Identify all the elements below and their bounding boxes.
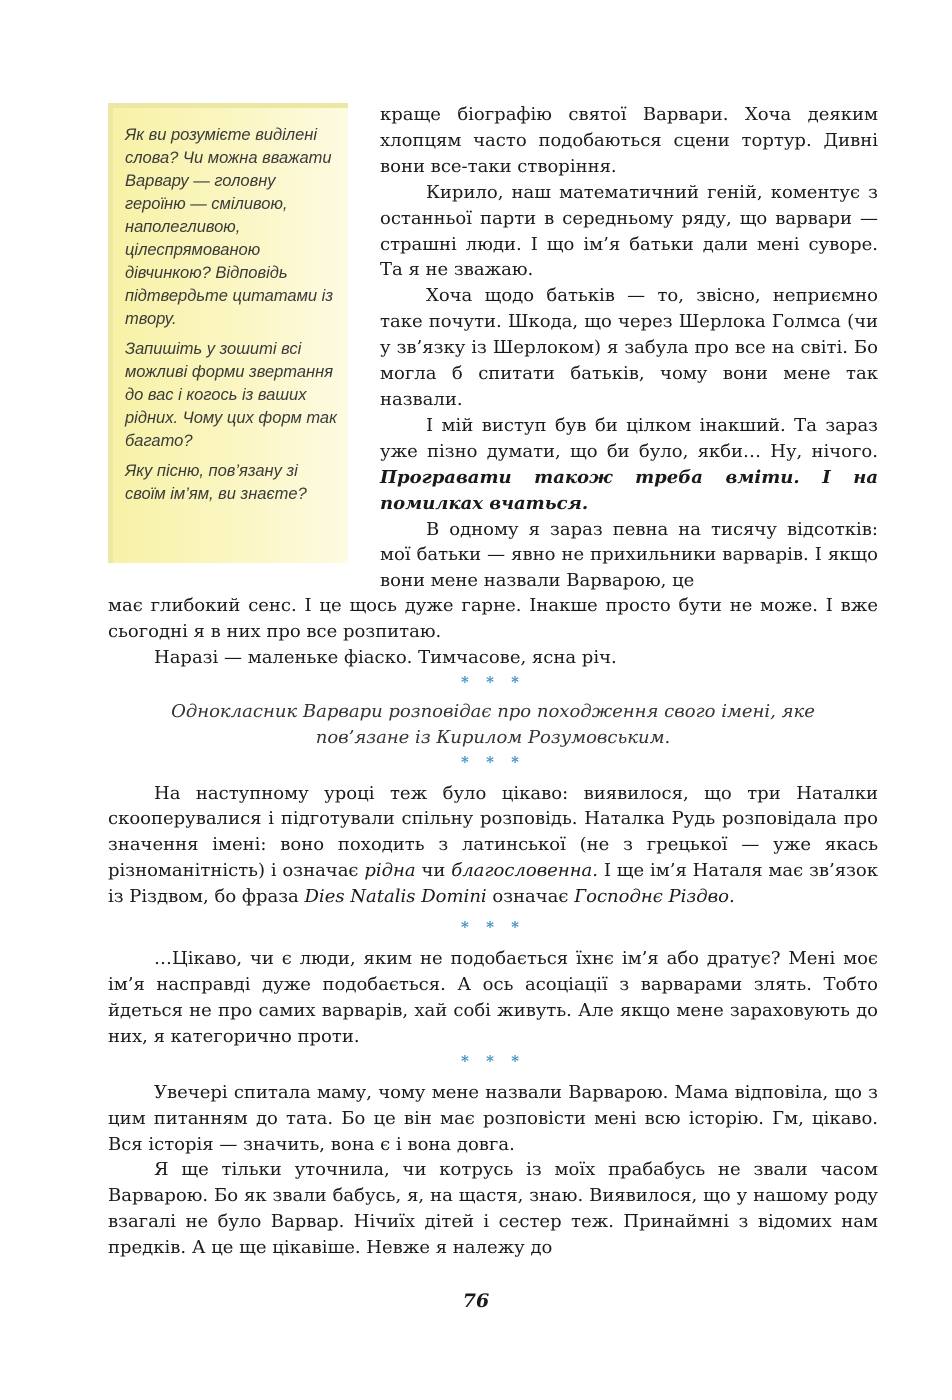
italic-note: Однокласник Варвари розповідає про походження свого імені, яке пов’язане із Кирилом Розумовським. xyxy=(171,700,815,748)
section-separator: * * * xyxy=(461,752,525,771)
paragraph-text: І мій виступ був би цілком інакший. Та зараз уже пізно думати, що би було, якби… Ну, нічого. xyxy=(380,414,878,462)
narrow-text-column xyxy=(380,102,878,594)
paragraph: Кирило, наш математичний геній, коментує з останньої парти в середньому ряду, що варвари — страшні люди. І що ім’я батьки дали мені суворе. Та я не зважаю. xyxy=(380,181,878,281)
latin-phrase: Dies Natalis Domini xyxy=(304,886,487,908)
italic-word: Господнє Різдво. xyxy=(574,886,735,908)
paragraph: краще біографію святої Варвари. Хоча деяким хлопцям часто подобаються сцени тортур. Дивні вони все-таки створіння. xyxy=(380,104,878,177)
paragraph: …Цікаво, чи є люди, яким не подобається їхнє ім’я або дратує? Мені моє ім’я насправді дуже подобається. А ось асоціації з варварами злять. Тобто йдеться не про самих варварів, хай собі живуть. Але якщо мене зараховують до них, я категорично проти. xyxy=(108,948,878,1047)
highlighted-words: Програвати також треба вміти. І на помилках вчаться. xyxy=(380,466,878,514)
italic-word: благословенна. xyxy=(451,860,599,882)
paragraph xyxy=(108,781,878,911)
sidebar-question-2: Запишіть у зошиті всі можливі форми звертання до вас і когось із ваших рідних. Чому цих форм так багато? xyxy=(125,340,337,450)
page-number: 76 xyxy=(462,1290,490,1312)
section-separator: * * * xyxy=(461,918,525,937)
section-separator: * * * xyxy=(461,1051,525,1070)
sidebar-question-3: Яку пісню, пов’язану зі своїм ім’ям, ви знаєте? xyxy=(125,462,307,503)
paragraph-text: чи xyxy=(415,860,452,882)
full-text-column xyxy=(108,593,878,1261)
paragraph: Увечері спитала маму, чому мене назвали Варварою. Мама відповіла, що з цим питанням до тата. Бо це він має розповісти мені всю історію. Гм, цікаво. Вся історія — значить, вона є і вона довга. xyxy=(108,1081,878,1155)
paragraph: має глибокий сенс. І це щось дуже гарне. Інакше просто бути не може. І вже сьогодні я в них про все розпитаю. xyxy=(108,595,878,642)
paragraph: Наразі — маленьке фіаско. Тимчасове, ясна річ. xyxy=(154,646,617,668)
paragraph: Я ще тільки уточнила, чи котрусь із моїх прабабусь не звали часом Варварою. Бо як звали бабусь, я, на щастя, знаю. Виявилося, що у нашому роду взагалі не було Варвар. Нічиїх дітей і сестер теж. Принаймні з відомих нам предків. А це ще цікавіше. Невже я належу до xyxy=(108,1159,878,1259)
sidebar-question-1: Як ви розумієте виділені слова? Чи можна вважати Варвару — головну героїню — сміливою, наполегливою, цілеспрямованою дівчинкою? Відповідь підтвердьте цитатами із твору. xyxy=(125,126,334,328)
paragraph-text: На наступному уроці теж було цікаво: виявилося, що три Наталки скооперувалися і підготували спільну розповідь. Наталка Рудь розповідала про значення імені: воно походить з латинської (не з грецької — уже якась різноманітність) і означає xyxy=(108,782,878,882)
paragraph: В одному я зараз певна на тисячу відсотків: мої батьки — явно не прихильники варварів. І якщо вони мене назвали Варварою, це xyxy=(380,518,878,592)
sidebar-questions-box xyxy=(108,103,348,563)
paragraph-text: І ще ім’я Наталя має зв’язок із Різдвом, бо фраза xyxy=(108,860,879,908)
paragraph: Хоча щодо батьків — то, звісно, неприємно таке почути. Шкода, що через Шерлока Голмса (чи у зв’язку із Шерлоком) я забула про все на світі. Бо могла б спитати батьків, чому вони мене так назвали. xyxy=(380,285,878,410)
section-separator: * * * xyxy=(461,672,525,691)
paragraph-text: означає xyxy=(486,886,575,908)
italic-word: рідна xyxy=(364,860,416,882)
paragraph xyxy=(380,413,878,517)
